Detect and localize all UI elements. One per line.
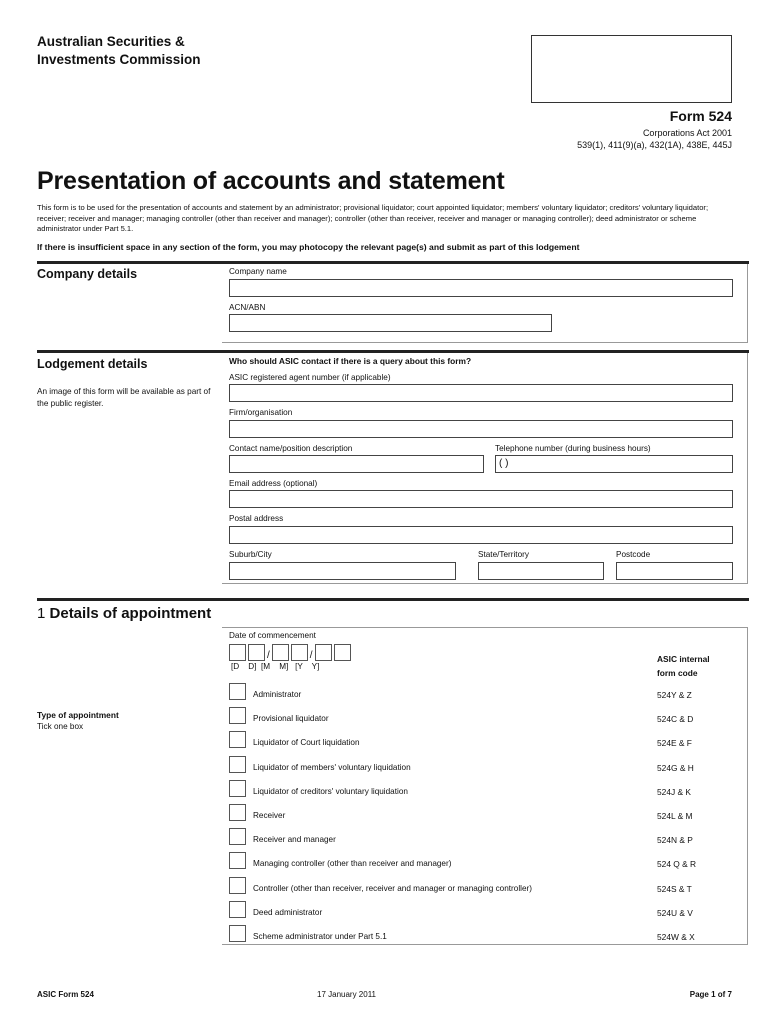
company-name-input[interactable] [229, 279, 733, 297]
option-label: Liquidator of Court liquidation [253, 738, 360, 747]
option-label: Liquidator of members' voluntary liquidation [253, 763, 411, 772]
option-label: Administrator [253, 690, 302, 699]
option-code: 524U & V [657, 908, 693, 918]
suburb-label: Suburb/City [229, 550, 272, 559]
postal-label: Postal address [229, 514, 284, 523]
company-section-title: Company details [37, 267, 138, 281]
postal-input[interactable] [229, 526, 733, 544]
date-day-1[interactable] [229, 644, 246, 661]
option-checkbox[interactable] [229, 828, 246, 845]
firm-label: Firm/organisation [229, 408, 293, 417]
section-title-text: Details of appointment [49, 605, 212, 622]
option-checkbox[interactable] [229, 804, 246, 821]
intro-text: This form is to be used for the presentation of accounts and statement by an administrator; provisional liquidator; court appointed liquidator; members' voluntary liquidator; creditors' voluntary liquidator; receiver; receiver and manager; managing controller (other than receiver and manager); controller (other than receiver, receiver and manager or managing controller); deed administrator or scheme administrator under Part 5.1. [37, 203, 709, 233]
option-checkbox[interactable] [229, 683, 246, 700]
date-format-hint: [D D] [M M] [Y Y] [231, 662, 320, 671]
date-year-2[interactable] [334, 644, 351, 661]
date-month-1[interactable] [272, 644, 289, 661]
suburb-input[interactable] [229, 562, 456, 580]
contact-name-input[interactable] [229, 455, 484, 473]
footer-form: ASIC Form 524 [37, 990, 94, 999]
option-label: Controller (other than receiver, receiver and manager or managing controller) [253, 884, 532, 893]
option-checkbox[interactable] [229, 731, 246, 748]
option-code: 524G & H [657, 763, 694, 773]
lodgement-description: An image of this form will be available as part of the public register. [37, 387, 211, 408]
option-label: Scheme administrator under Part 5.1 [253, 932, 387, 941]
date-day-2[interactable] [248, 644, 265, 661]
date-separator: / [309, 650, 313, 661]
postcode-label: Postcode [616, 550, 651, 559]
state-input[interactable] [478, 562, 604, 580]
option-label: Deed administrator [253, 908, 323, 917]
section-rule [37, 598, 749, 601]
option-code: 524S & T [657, 884, 692, 894]
type-hint: Tick one box [37, 722, 84, 731]
firm-input[interactable] [229, 420, 733, 438]
option-label: Receiver [253, 811, 286, 820]
option-label: Provisional liquidator [253, 714, 329, 723]
postcode-input[interactable] [616, 562, 733, 580]
option-label: Liquidator of creditors' voluntary liquidation [253, 787, 408, 796]
option-label: Receiver and manager [253, 835, 336, 844]
agent-number-input[interactable] [229, 384, 733, 402]
date-separator: / [267, 650, 270, 661]
date-year-1[interactable] [315, 644, 332, 661]
option-code: 524J & K [657, 787, 691, 797]
act-name: Corporations Act 2001 [642, 128, 732, 138]
phone-label: Telephone number (during business hours) [495, 444, 651, 453]
option-checkbox[interactable] [229, 852, 246, 869]
date-month-2[interactable] [291, 644, 308, 661]
option-code: 524 Q & R [657, 859, 697, 869]
code-header: ASIC internal form code [657, 654, 710, 678]
page-title: Presentation of accounts and statement [37, 167, 505, 195]
contact-name-label: Contact name/position description [229, 444, 353, 453]
company-name-label: Company name [229, 267, 287, 276]
option-code: 524W & X [657, 932, 695, 942]
option-code: 524Y & Z [657, 690, 692, 700]
option-checkbox[interactable] [229, 925, 246, 942]
option-code: 524C & D [657, 714, 694, 724]
organisation-name: Australian Securities & Investments Commission [37, 34, 201, 67]
date-label: Date of commencement [229, 631, 316, 640]
agent-number-label: ASIC registered agent number (if applicable) [229, 373, 391, 382]
option-checkbox[interactable] [229, 877, 246, 894]
email-input[interactable] [229, 490, 733, 508]
option-code: 524N & P [657, 835, 693, 845]
acn-input[interactable] [229, 314, 552, 332]
option-code: 524E & F [657, 738, 692, 748]
option-code: 524L & M [657, 811, 693, 821]
acn-label: ACN/ABN [229, 303, 266, 312]
lodgement-section-title: Lodgement details [37, 357, 148, 371]
office-stamp-box [531, 35, 732, 103]
appointment-section-title [37, 605, 211, 622]
email-label: Email address (optional) [229, 479, 318, 488]
date-input-group [229, 643, 351, 661]
footer-page: Page 1 of 7 [689, 990, 732, 999]
form-number: Form 524 [669, 108, 732, 124]
space-note: If there is insufficient space in any section of the form, you may photocopy the relevant page(s) and submit as part of this lodgement [37, 242, 580, 252]
type-label: Type of appointment [37, 710, 119, 720]
state-label: State/Territory [478, 550, 529, 559]
option-checkbox[interactable] [229, 780, 246, 797]
section-number: 1 [37, 605, 46, 622]
option-checkbox[interactable] [229, 707, 246, 724]
contact-question: Who should ASIC contact if there is a query about this form? [229, 356, 472, 366]
footer-date: 17 January 2011 [317, 990, 377, 999]
option-label: Managing controller (other than receiver and manager) [253, 859, 452, 868]
option-checkbox[interactable] [229, 756, 246, 773]
phone-input[interactable]: ( ) [495, 455, 733, 473]
act-sections: 539(1), 411(9)(a), 432(1A), 438E, 445J [577, 140, 732, 150]
option-checkbox[interactable] [229, 901, 246, 918]
act-reference [577, 127, 732, 151]
